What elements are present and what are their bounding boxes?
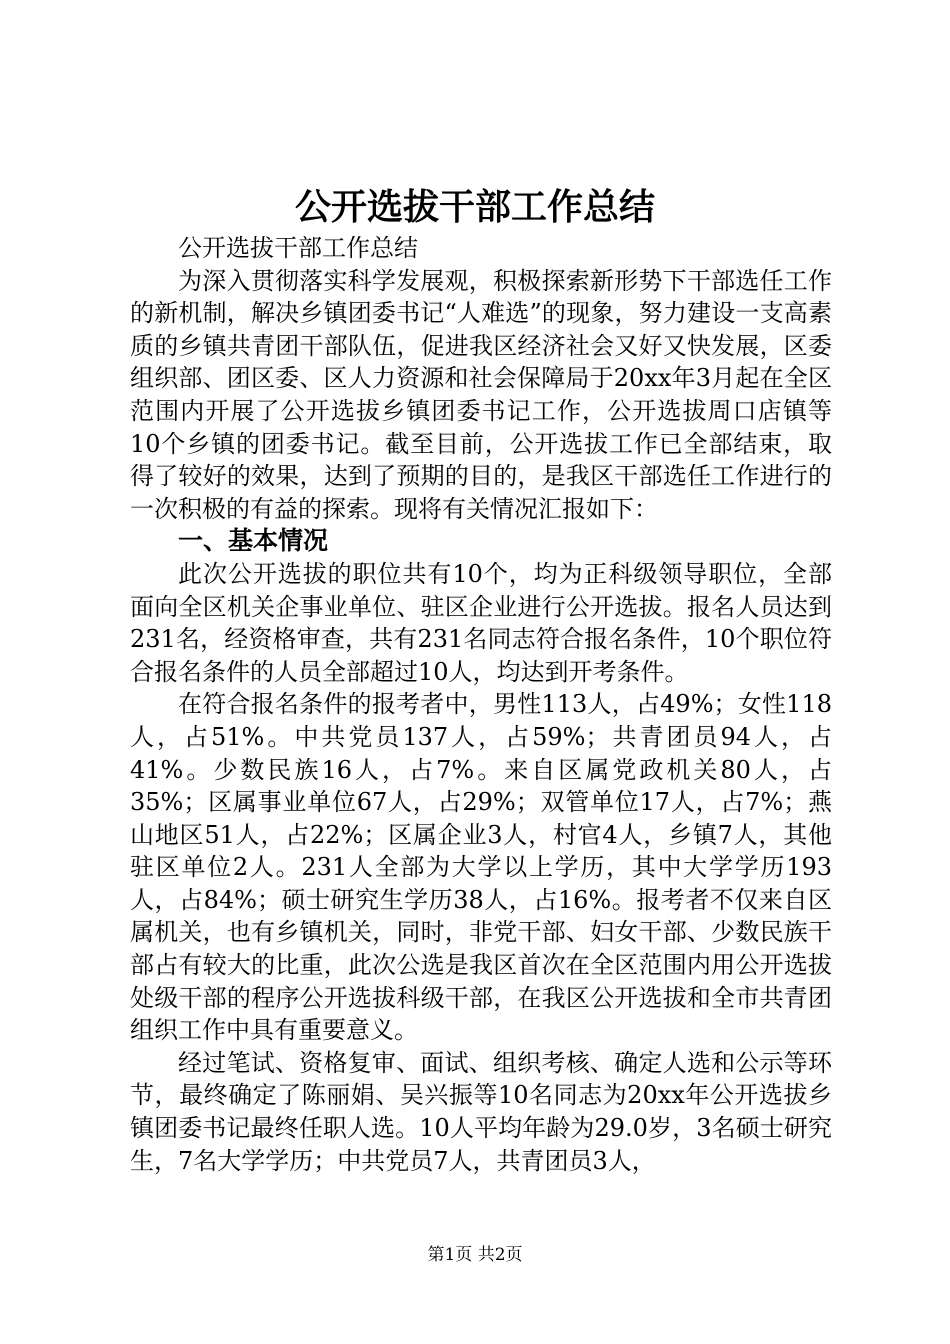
paragraph-subtitle: 公开选拔干部工作总结	[178, 234, 418, 262]
section-heading-basic-info: 一、基本情况	[178, 526, 329, 556]
document-title: 公开选拔干部工作总结	[294, 187, 655, 228]
paragraph-final-selection: 经过笔试、资格复审、面试、组织考核、确定人选和公示等环节，最终确定了陈丽娟、吴兴振等10名同志为20xx年公开选拔乡镇团委书记最终任职人选。10人平均年龄为29.0岁，3名硕士研究生，7名大学学历；中共党员7人，共青团员3人，	[130, 1048, 832, 1175]
document-body	[130, 232, 832, 1177]
paragraph-intro: 为深入贯彻落实科学发展观，积极探索新形势下干部选任工作的新机制，解决乡镇团委书记“人难选”的现象，努力建设一支高素质的乡镇共青团干部队伍，促进我区经济社会又好又快发展，区委组织部、团区委、区人力资源和社会保障局于20xx年3月起在全区范围内开展了公开选拔乡镇团委书记工作，公开选拔周口店镇等10个乡镇的团委书记。截至目前，公开选拔工作已全部结束，取得了较好的效果，达到了预期的目的，是我区干部选任工作进行的一次积极的有益的探索。现将有关情况汇报如下：	[130, 266, 832, 523]
page-footer: 第1页 共2页	[427, 1245, 523, 1265]
paragraph-applicant-stats: 在符合报名条件的报考者中，男性113人，占49%；女性118人，占51%。中共党员137人，占59%；共青团员94人，占41%。少数民族16人，占7%。来自区属党政机关80人，占35%；区属事业单位67人，占29%；双管单位17人，占7%；燕山地区51人，占22%；区属企业3人，村官4人，乡镇7人，其他驻区单位2人。231人全部为大学以上学历，其中大学学历193人，占84%；硕士研究生学历38人，占16%。报考者不仅来自区属机关，也有乡镇机关，同时，非党干部、妇女干部、少数民族干部占有较大的比重，此次公选是我区首次在全区范围内用公开选拔处级干部的程序公开选拔科级干部，在我区公开选拔和全市共青团组织工作中具有重要意义。	[130, 690, 832, 1045]
paragraph-positions: 此次公开选拔的职位共有10个，均为正科级领导职位，全部面向全区机关企事业单位、驻区企业进行公开选拔。报名人员达到231名，经资格审查，共有231名同志符合报名条件，10个职位符合报名条件的人员全部超过10人，均达到开考条件。	[130, 559, 832, 686]
